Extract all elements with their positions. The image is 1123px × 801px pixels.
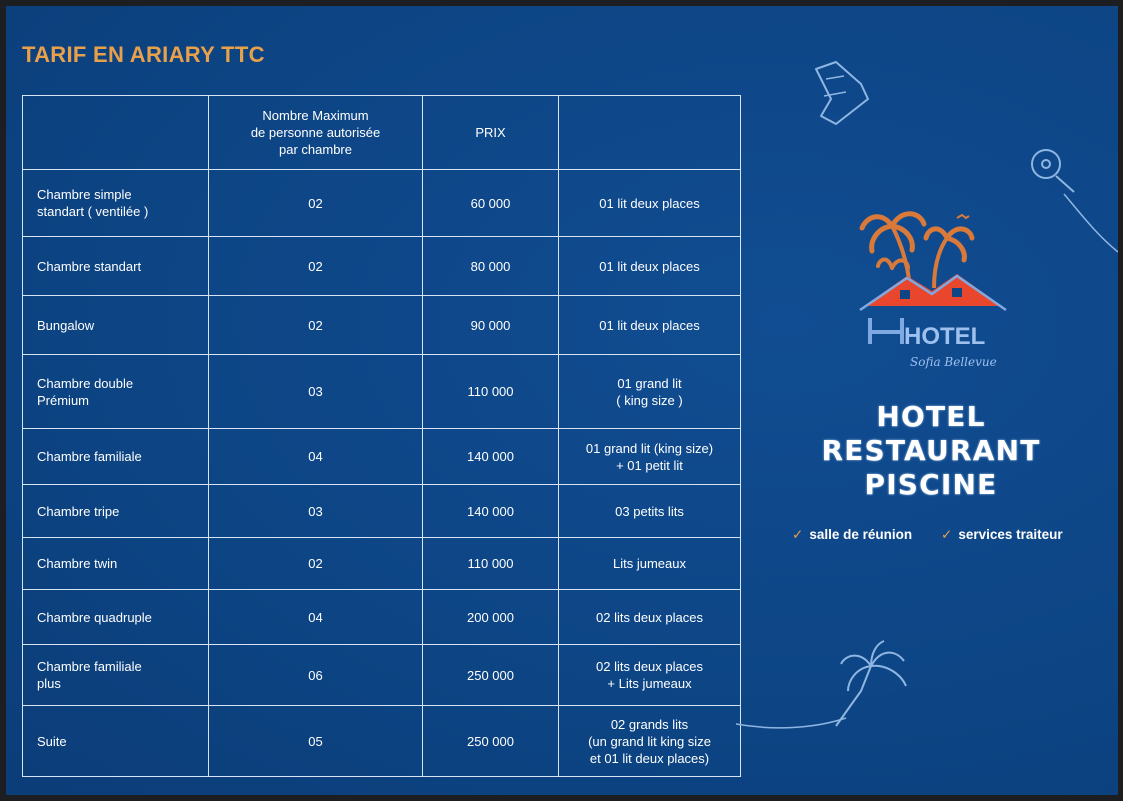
table-row — [23, 590, 741, 645]
checkmark-icon: ✓ — [792, 527, 804, 542]
bed-info: 01 grand lit ( king size ) — [559, 355, 741, 429]
header-cell-room — [23, 96, 209, 170]
max-persons: 03 — [209, 355, 423, 429]
table-row — [23, 645, 741, 706]
checkmark-icon: ✓ — [941, 527, 953, 542]
service-label: salle de réunion — [809, 527, 913, 542]
bed-info: 02 lits deux places — [559, 590, 741, 645]
table-row — [23, 296, 741, 355]
bed-info: 03 petits lits — [559, 485, 741, 538]
map-pin-icon — [1026, 144, 1118, 264]
room-name: Chambre quadruple — [23, 590, 209, 645]
bed-info: 01 grand lit (king size) + 01 petit lit — [559, 429, 741, 485]
price: 140 000 — [423, 429, 559, 485]
bed-info: Lits jumeaux — [559, 538, 741, 590]
price: 200 000 — [423, 590, 559, 645]
bed-info: 02 grands lits (un grand lit king size et 01 lit deux places) — [559, 706, 741, 777]
price: 110 000 — [423, 355, 559, 429]
header-cell-beds — [559, 96, 741, 170]
max-persons: 02 — [209, 237, 423, 296]
room-name: Chambre twin — [23, 538, 209, 590]
price: 140 000 — [423, 485, 559, 538]
palm-tree-icon — [736, 636, 916, 736]
room-name: Bungalow — [23, 296, 209, 355]
bed-info: 01 lit deux places — [559, 237, 741, 296]
hotel-logo — [852, 206, 1012, 376]
table-row — [23, 170, 741, 237]
room-name: Suite — [23, 706, 209, 777]
price: 250 000 — [423, 706, 559, 777]
max-persons: 04 — [209, 590, 423, 645]
table-row — [23, 706, 741, 777]
room-name: Chambre standart — [23, 237, 209, 296]
flyer — [6, 6, 1118, 795]
max-persons: 03 — [209, 485, 423, 538]
room-name: Chambre double Prémium — [23, 355, 209, 429]
max-persons: 05 — [209, 706, 423, 777]
room-name: Chambre familiale plus — [23, 645, 209, 706]
header-cell-max-persons: Nombre Maximum de personne autorisée par chambre — [209, 96, 423, 170]
room-name: Chambre simple standart ( ventilée ) — [23, 170, 209, 237]
table-row — [23, 237, 741, 296]
brand-line-piscine: PISCINE — [864, 468, 998, 501]
max-persons: 02 — [209, 170, 423, 237]
logo-word: HOTEL — [904, 323, 986, 350]
table-header-row — [23, 96, 741, 170]
room-name: Chambre tripe — [23, 485, 209, 538]
service-item — [941, 527, 1063, 543]
price: 80 000 — [423, 237, 559, 296]
table-row — [23, 355, 741, 429]
table-row — [23, 538, 741, 590]
header-cell-price: PRIX — [423, 96, 559, 170]
page-title: TARIF EN ARIARY TTC — [22, 42, 265, 67]
price: 110 000 — [423, 538, 559, 590]
room-name: Chambre familiale — [23, 429, 209, 485]
bed-info: 01 lit deux places — [559, 170, 741, 237]
max-persons: 02 — [209, 538, 423, 590]
service-item — [792, 527, 912, 543]
bookmark-outline-icon — [806, 54, 876, 134]
price: 60 000 — [423, 170, 559, 237]
table-row — [23, 429, 741, 485]
max-persons: 02 — [209, 296, 423, 355]
rate-table — [22, 95, 741, 777]
service-label: services traiteur — [958, 527, 1063, 542]
table-row — [23, 485, 741, 538]
brand-line-restaurant: RESTAURANT — [821, 434, 1041, 467]
bed-info: 02 lits deux places + Lits jumeaux — [559, 645, 741, 706]
logo-script: Sofia Bellevue — [910, 355, 997, 369]
brand-line-hotel: HOTEL — [876, 400, 986, 433]
price: 90 000 — [423, 296, 559, 355]
price: 250 000 — [423, 645, 559, 706]
max-persons: 06 — [209, 645, 423, 706]
bed-info: 01 lit deux places — [559, 296, 741, 355]
max-persons: 04 — [209, 429, 423, 485]
